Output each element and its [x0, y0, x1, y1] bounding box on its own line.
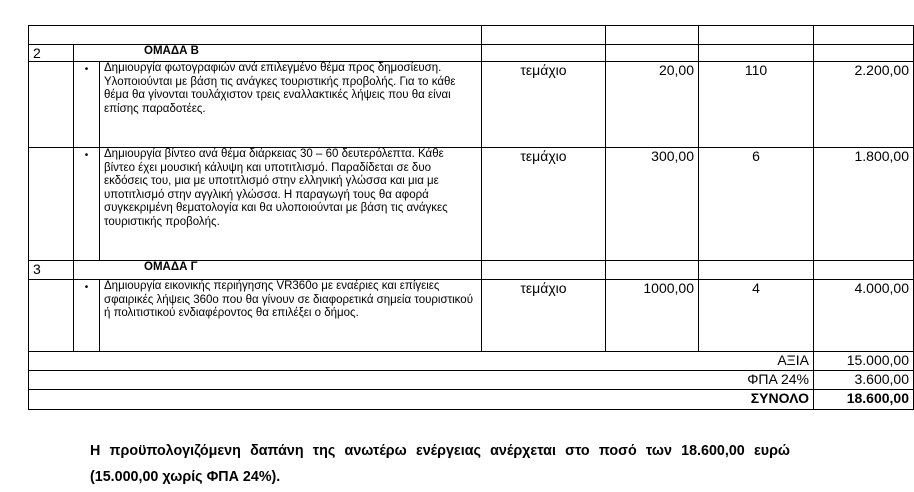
top-cell-2 — [482, 26, 606, 45]
group-number: 3 — [29, 261, 74, 280]
top-cell-4 — [699, 26, 814, 45]
top-cell-5 — [814, 26, 914, 45]
sum-label: ΣΥΝΟΛΟ — [29, 390, 814, 410]
item-description: Δημιουργία φωτογραφιών ανά επιλεγμένο θέμα προς δημοσίευση. Υλοποιούνται με βάση τις ανάγκες τουριστικής προβολής. Για το κάθε θέμα θα γίνονται τουλάχιστον τρεις εναλλακτικές λήψεις που θα είναι επίσης παραδοτέες. — [100, 62, 482, 148]
group-number: 2 — [29, 45, 74, 62]
bullet: • — [74, 280, 100, 352]
value-label: ΑΞΙΑ — [29, 352, 814, 371]
table-row — [29, 26, 914, 45]
group-row-b — [29, 45, 914, 62]
item-quantity: 110 — [699, 62, 814, 148]
item-unit: τεμάχιο — [482, 62, 606, 148]
budget-table — [28, 25, 914, 410]
item-price: 20,00 — [606, 62, 699, 148]
sum-amount: 18.600,00 — [814, 390, 914, 410]
item-quantity: 6 — [699, 148, 814, 261]
item-unit: τεμάχιο — [482, 148, 606, 261]
table-row — [29, 280, 914, 352]
item-description: Δημιουργία εικονικής περιήγησης VR360o με εναέριες και επίγειες σφαιρικές λήψεις 360ο που θα γίνουν σε διαφορετικά σημεία τουριστικού ή πολιτιστικού ενδιαφέροντος θα επιλέξει ο δήμος. — [100, 280, 482, 352]
item-price: 1000,00 — [606, 280, 699, 352]
vat-label: ΦΠΑ 24% — [29, 371, 814, 390]
item-unit: τεμάχιο — [482, 280, 606, 352]
table-row — [29, 62, 914, 148]
top-cell-1 — [29, 26, 482, 45]
item-quantity: 4 — [699, 280, 814, 352]
budget-note: Η προϋπολογιζόμενη δαπάνη της ανωτέρω ενέργειας ανέρχεται στο ποσό των 18.600,00 ευρώ (15.000,00 χωρίς ΦΠΑ 24%). — [90, 443, 790, 485]
item-total: 2.200,00 — [814, 62, 914, 148]
table-row — [29, 148, 914, 261]
value-amount: 15.000,00 — [814, 352, 914, 371]
top-cell-3 — [606, 26, 699, 45]
item-description: Δημιουργία βίντεο ανά θέμα διάρκειας 30 – 60 δευτερόλεπτα. Κάθε βίντεο έχει μουσική κάλυψη και υποτιτλισμό. Παραδίδεται σε δυο εκδόσεις του, μια με υποτιτλισμό στην ελληνική γλώσσα και μια με υποτιτλισμό στην αγγλική γλώσσα. Η παραγωγή τους θα αφορά συγκεκριμένη θεματολογία και θα υλοποιούνται με βάση τις ανάγκες τουριστικής προβολής. — [100, 148, 482, 261]
group-title: ΟΜΑΔΑ Γ — [74, 261, 482, 280]
group-row-c — [29, 261, 914, 280]
item-total: 4.000,00 — [814, 280, 914, 352]
bullet: • — [74, 148, 100, 261]
value-row — [29, 352, 914, 371]
item-price: 300,00 — [606, 148, 699, 261]
vat-row — [29, 371, 914, 390]
bullet: • — [74, 62, 100, 148]
item-total: 1.800,00 — [814, 148, 914, 261]
vat-amount: 3.600,00 — [814, 371, 914, 390]
sum-row — [29, 390, 914, 410]
group-title: ΟΜΑΔΑ Β — [74, 45, 482, 62]
